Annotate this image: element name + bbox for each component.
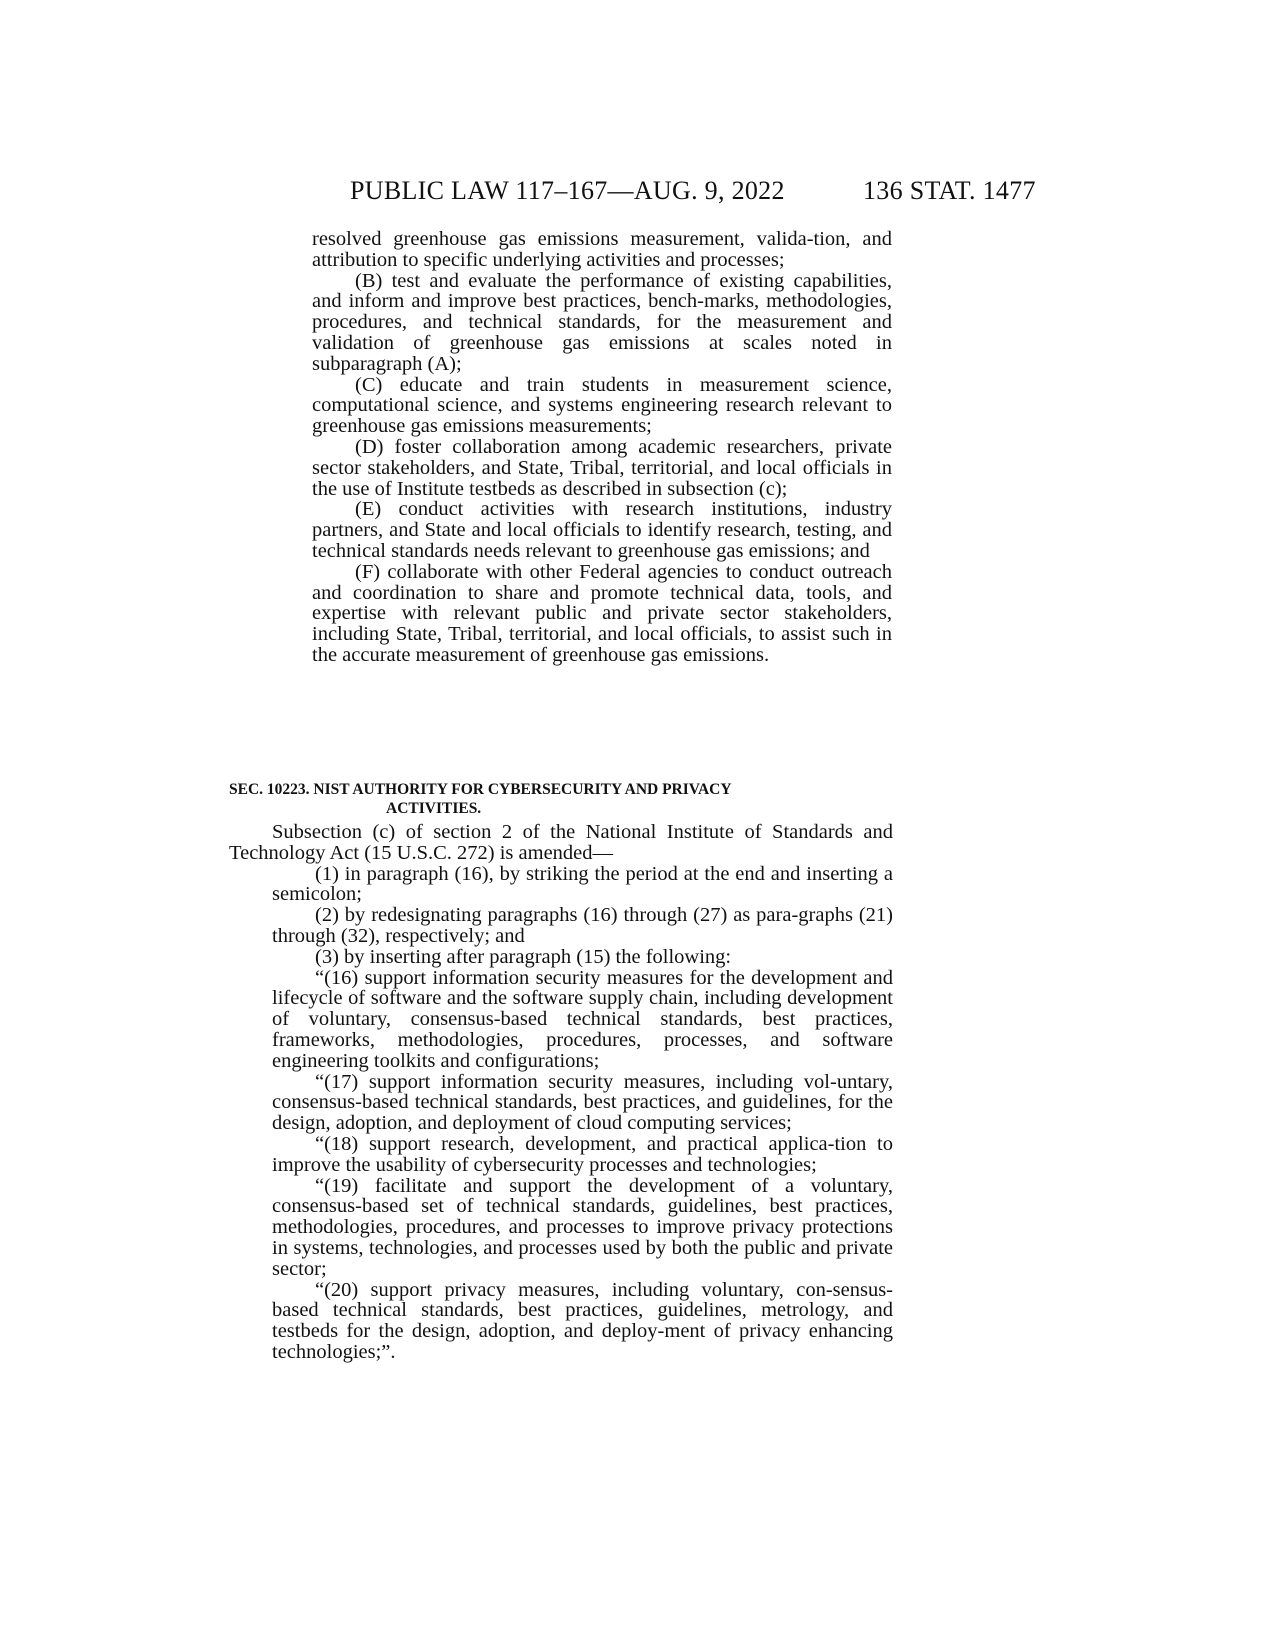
subparagraph-f: (F) collaborate with other Federal agencies to conduct outreach and coordination to share and promote technical data, tools, and expertise with relevant public and private sector stakeholders, including State, Tribal, territorial, and local officials, to assist such in the accurate measurement of greenhouse gas emissions. [312, 560, 892, 666]
quoted-paragraph-17: “(17) support information security measures, including vol-untary, consensus-based technical standards, best practices, and guidelines, for the design, adoption, and deployment of cloud computing services; [272, 1070, 893, 1135]
section-heading-line1: SEC. 10223. NIST AUTHORITY FOR CYBERSECURITY AND PRIVACY [229, 781, 732, 798]
amendment-item-3: (3) by inserting after paragraph (15) the following: [315, 945, 732, 968]
section-lead: Subsection (c) of section 2 of the National Institute of Standards and Technology Act (15 U.S.C. 272) is amended— [229, 821, 893, 864]
section-body [229, 822, 893, 1363]
paragraph-continuation: resolved greenhouse gas emissions measurement, valida-tion, and attribution to specific underlying activities and processes; [312, 228, 892, 271]
subparagraph-e: (E) conduct activities with research institutions, industry partners, and State and local officials to identify research, testing, and technical standards needs relevant to greenhouse gas emissions; and [312, 498, 892, 562]
subparagraph-b: (B) test and evaluate the performance of existing capabilities, and inform and improve best practices, bench-marks, methodologies, procedures, and technical standards, for the measurement and validation of greenhouse gas emissions at scales noted in subparagraph (A); [312, 269, 892, 375]
quoted-paragraph-16: “(16) support information security measures for the development and lifecycle of software and the software supply chain, including development of voluntary, consensus-based technical standards, best practices, frameworks, methodologies, procedures, processes, and software engineering toolkits and configurations; [272, 966, 893, 1072]
amendment-item-1: (1) in paragraph (16), by striking the period at the end and inserting a semicolon; [272, 862, 893, 906]
quoted-paragraph-18: “(18) support research, development, and practical applica-tion to improve the usability of cybersecurity processes and technologies; [272, 1132, 893, 1176]
section-heading-line2: ACTIVITIES. [386, 800, 482, 817]
quoted-paragraph-20: “(20) support privacy measures, including voluntary, con-sensus-based technical standards, best practices, guidelines, metrology, and testbeds for the design, adoption, and deploy-ment of privacy enhancing technologies;”. [272, 1278, 893, 1363]
top-paragraphs [312, 229, 892, 666]
amendment-item-2: (2) by redesignating paragraphs (16) through (27) as para-graphs (21) through (32), respectively; and [272, 904, 893, 947]
quoted-paragraph-19: “(19) facilitate and support the development of a voluntary, consensus-based set of technical standards, guidelines, best practices, methodologies, procedures, and processes to improve privacy protections in systems, technologies, and processes used by both the public and private sector; [272, 1174, 893, 1280]
section-heading [229, 780, 894, 818]
public-law-title: PUBLIC LAW 117–167—AUG. 9, 2022 [350, 176, 785, 205]
page-header [0, 176, 1275, 216]
statute-page-number: 136 STAT. 1477 [863, 176, 1036, 205]
subparagraph-d: (D) foster collaboration among academic researchers, private sector stakeholders, and State, Tribal, territorial, and local officials in the use of Institute testbeds as described in subsection (c); [312, 435, 892, 500]
subparagraph-c: (C) educate and train students in measurement science, computational science, and systems engineering research relevant to greenhouse gas emissions measurements; [312, 373, 892, 438]
